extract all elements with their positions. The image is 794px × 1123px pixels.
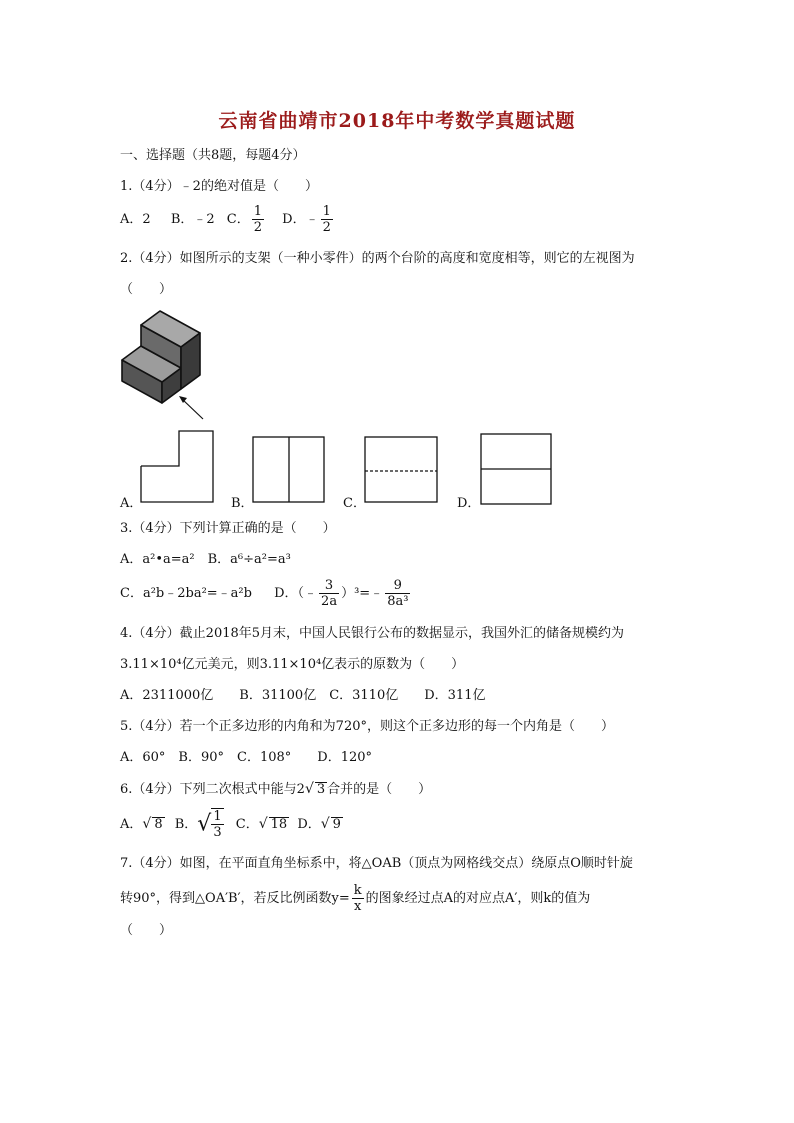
question-3-options-ab: A．a²•a=a² B．a⁶÷a²=a³	[120, 552, 291, 567]
q1-option-a: A．2	[120, 212, 151, 227]
q3-option-c: C．a²b﹣2ba²=﹣a²b	[120, 586, 252, 601]
question-5-options: A．60° B．90° C．108° D．120°	[120, 750, 373, 765]
question-4-stem-line2: 3.11×10⁴亿元美元，则3.11×10⁴亿表示的原数为（ ）	[120, 657, 465, 672]
question-3-options-cd	[120, 578, 412, 609]
question-4-options: A．2311000亿 B．31100亿 C．3110亿 D．311亿	[120, 688, 486, 703]
question-7-stem: 7.（4分）如图，在平面直角坐标系中，将△OAB（顶点为网格线交点）绕原点O顺时针旋	[120, 856, 633, 871]
question-2-stem: 2.（4分）如图所示的支架（一种小零件）的两个台阶的高度和宽度相等，则它的左视图为	[120, 251, 635, 266]
page-title: 云南省曲靖市2018年中考数学真题试题	[218, 110, 576, 132]
question-3-stem: 3.（4分）下列计算正确的是（ ）	[120, 521, 336, 536]
q6-option-a: A．√ 8	[120, 815, 163, 832]
q2-option-d-label: D．	[457, 496, 481, 511]
q2-option-a-label: A．	[120, 496, 143, 511]
question-2-paren: （ ）	[120, 282, 173, 297]
q1-option-b: B．﹣2	[170, 212, 215, 227]
question-1-options	[120, 204, 335, 235]
q1-option-c: C． $\frac{1}{2}$	[226, 204, 263, 235]
question-4-stem: 4.（4分）截止2018年5月末，中国人民银行公布的数据显示，我国外汇的储备规模约为	[120, 626, 625, 641]
q2-option-c-label: C．	[343, 496, 366, 511]
q6-option-b: B．√ $\frac{1}{3}$	[174, 809, 222, 840]
question-5-stem: 5.（4分）若一个正多边形的内角和为720°，则这个正多边形的每一个内角是（ ）	[120, 719, 614, 734]
q2-option-b-label: B．	[231, 496, 254, 511]
question-7-paren: （ ）	[120, 923, 173, 938]
question-6-options	[120, 808, 343, 840]
q3-option-d: D．（﹣ $\frac{3}{2a}$ ）³=﹣ $\frac{9}{\text{8a³}}$	[274, 578, 409, 609]
section-heading: 一、选择题（共8题，每题4分）	[120, 148, 306, 163]
q1-option-d: D．﹣ $\frac{1}{2}$	[282, 204, 331, 235]
q6-option-c: C．√ 18	[235, 815, 288, 832]
question-6-stem: 6.（4分）下列二次根式中能与2√ 3 合并的是（ ）	[120, 781, 432, 797]
q6-option-d: D．√ 9	[297, 815, 341, 832]
question-7-stem-line2: 转90°，得到△OA′B′，若反比例函数y= $\frac{k}{x}$ 的图象经过点A的对应点A′，则k的值为	[120, 883, 591, 914]
question-1-stem: 1.（4分）﹣2的绝对值是（ ）	[120, 179, 318, 194]
